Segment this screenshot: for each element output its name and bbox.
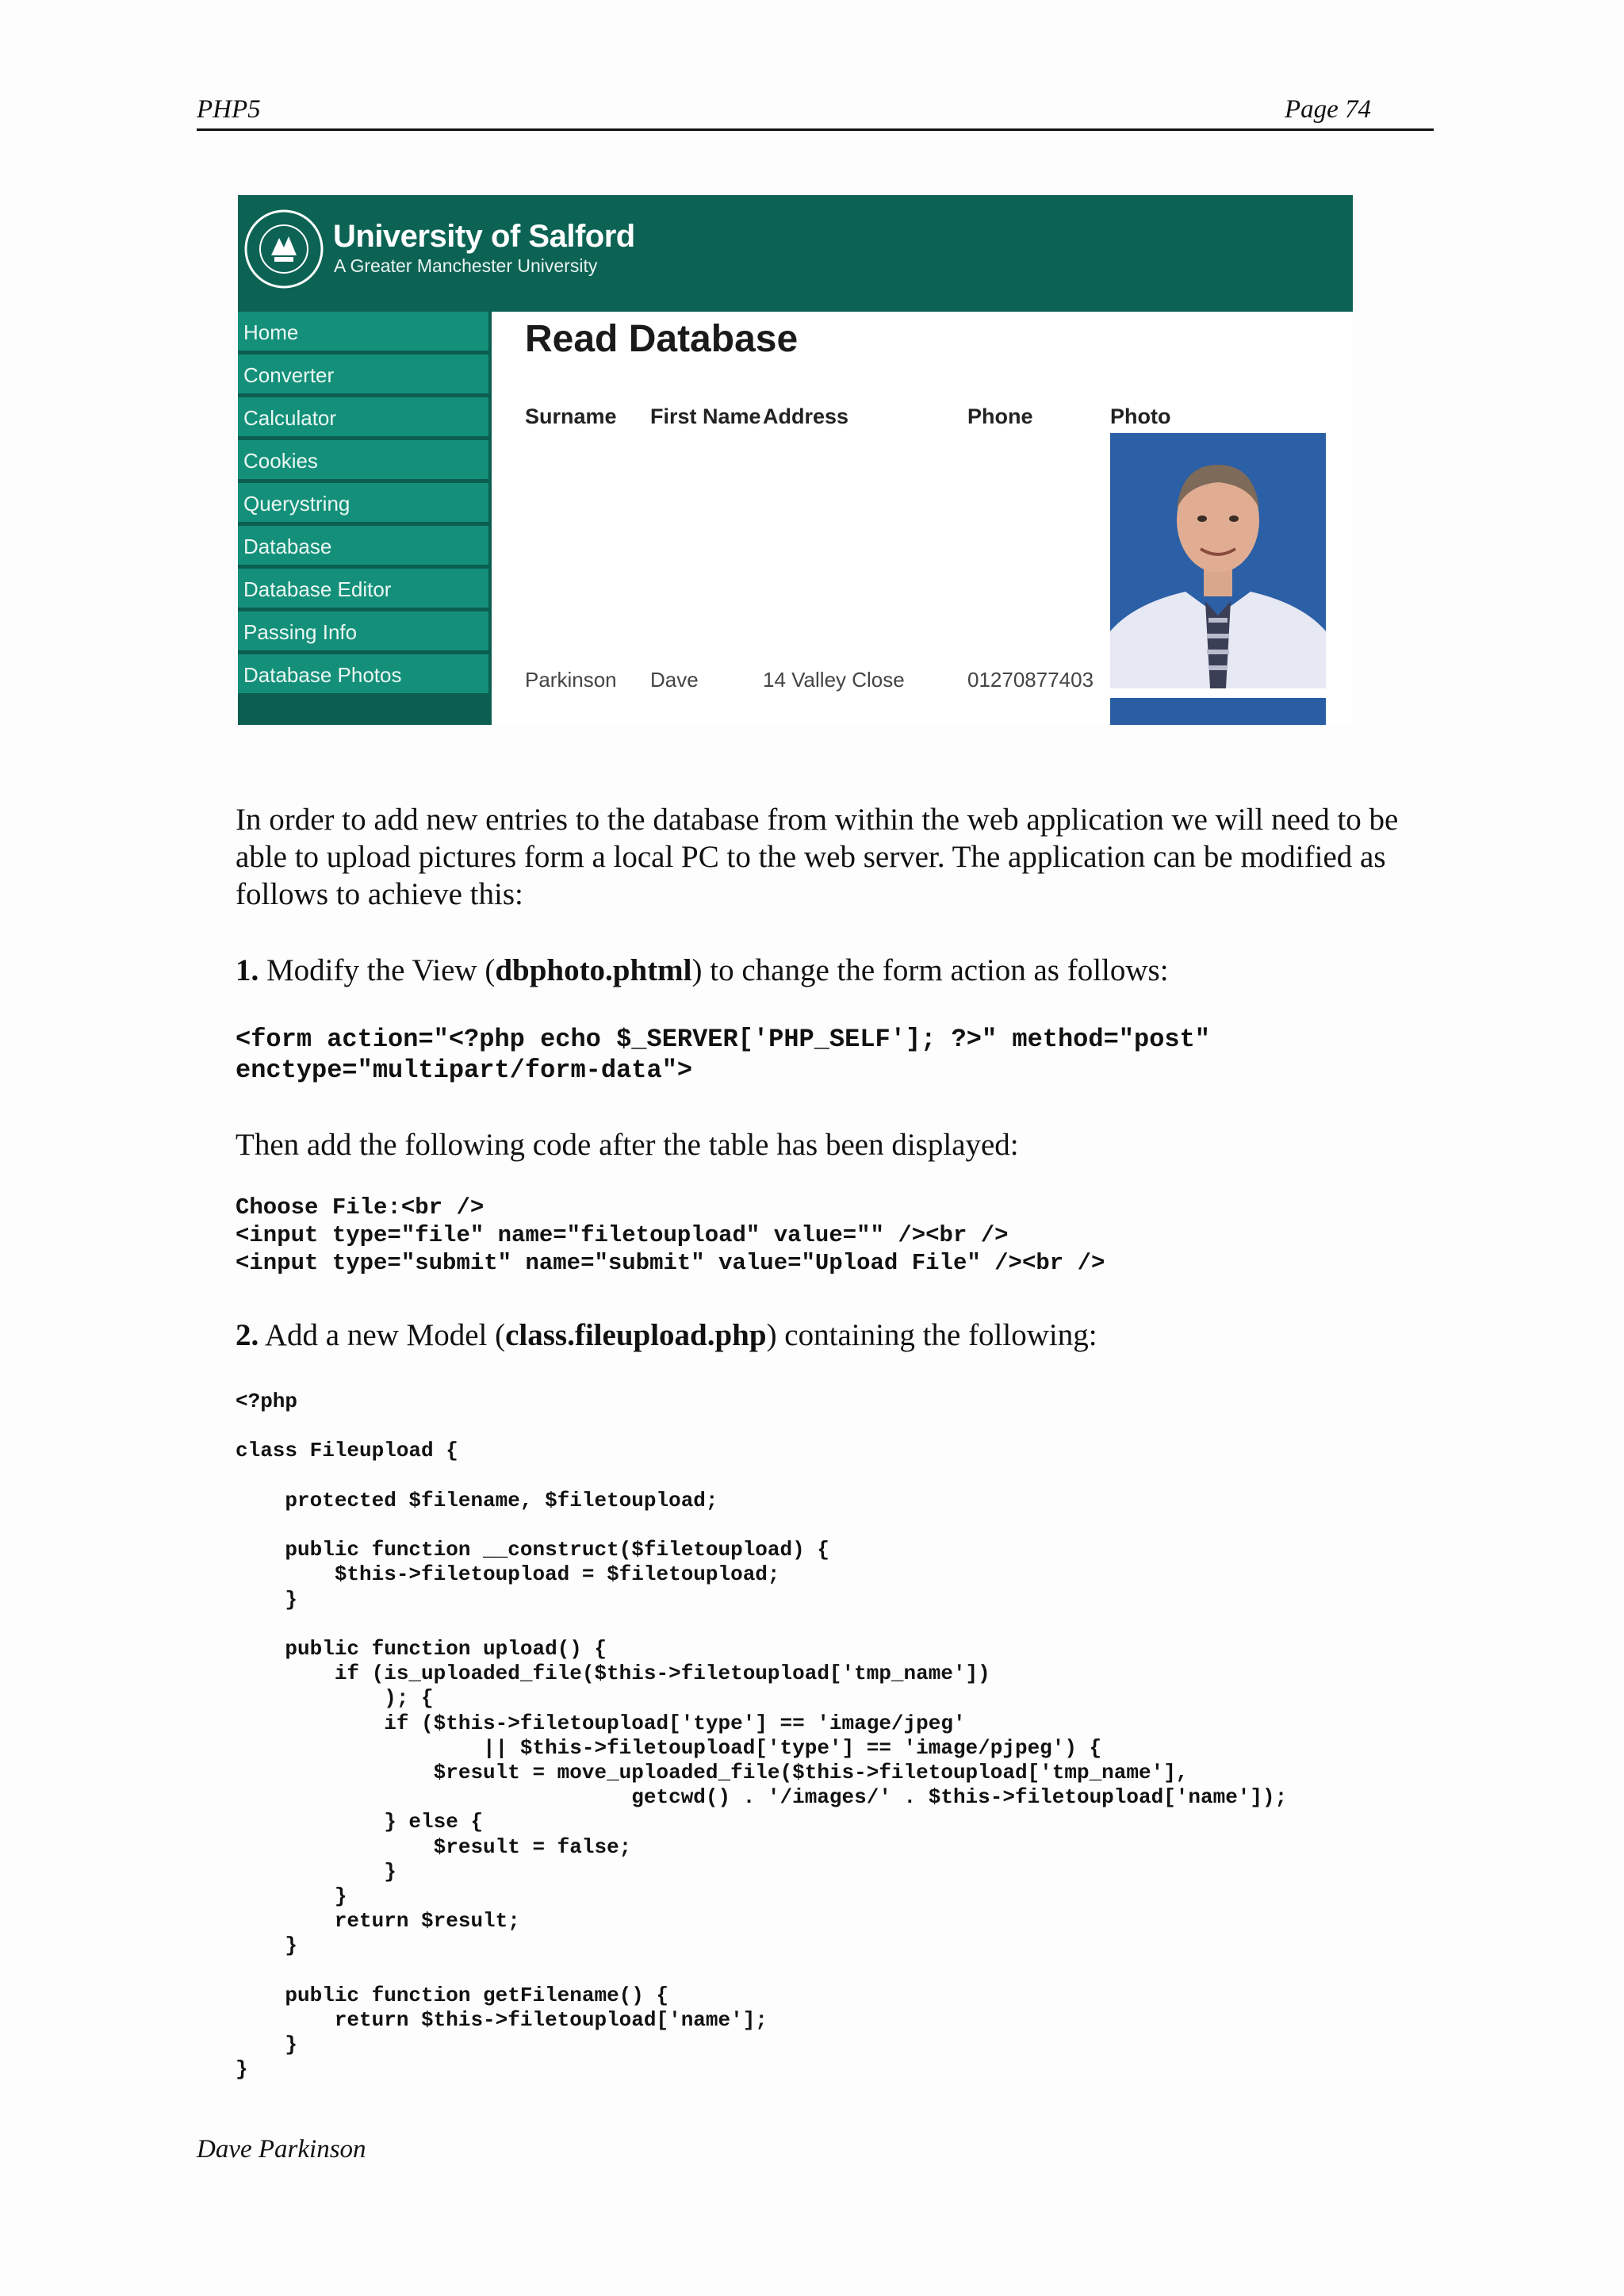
- nav-item-database-editor[interactable]: Database Editor: [238, 569, 488, 610]
- second-photo-partial: [1110, 698, 1326, 725]
- column-header-surname: Surname: [525, 404, 617, 428]
- header-rule: [197, 128, 1434, 131]
- university-subtitle: A Greater Manchester University: [334, 255, 598, 276]
- code-fileupload-class: <?php class Fileupload { protected $filename, $filetoupload; public function __construct($filetoupload) { $this->filetoupload = $filetoupload; } public function upload() { if (is_uploaded_file($this->filetoupload['tmp_name']) ); { if ($this->filetoupload['type'] == 'image/jpeg' || $this->filetoupload['type'] == 'image/pjpeg') { $result = move_uploaded_file($this->filetoupload['tmp_name'], getcwd() . '/images/' . $this->filetoupload['name']); } else { $result = false; } } return $result; } public function getFilename() { return $this->filetoupload['name']; } }: [236, 1389, 1288, 2082]
- nav-item-cookies[interactable]: Cookies: [238, 440, 488, 481]
- sidebar-nav: [238, 312, 492, 725]
- step-1-text: [236, 952, 1169, 989]
- nav-item-converter[interactable]: Converter: [238, 355, 488, 396]
- university-crest-icon: [243, 208, 325, 290]
- cell-first-name: Dave: [650, 668, 699, 692]
- step-2-number: 2.: [236, 1318, 259, 1352]
- nav-item-database-photos[interactable]: Database Photos: [238, 654, 488, 696]
- nav-item-passing-info[interactable]: Passing Info: [238, 611, 488, 653]
- person-photo: [1110, 433, 1326, 688]
- app-screenshot: [238, 195, 1353, 725]
- then-paragraph: Then add the following code after the table has been displayed:: [236, 1128, 1019, 1162]
- step-1-file: dbphoto.phtml: [495, 953, 692, 987]
- running-footer-author: Dave Parkinson: [197, 2135, 366, 2164]
- column-header-first-name: First Name: [650, 404, 761, 428]
- column-header-photo: Photo: [1110, 404, 1171, 428]
- site-banner: [238, 195, 1353, 312]
- step-1-pre: Modify the View (: [259, 953, 496, 987]
- nav-item-calculator[interactable]: Calculator: [238, 397, 488, 439]
- nav-item-database[interactable]: Database: [238, 526, 488, 567]
- column-header-phone: Phone: [967, 404, 1033, 428]
- cell-surname: Parkinson: [525, 668, 617, 692]
- intro-paragraph: In order to add new entries to the database from within the web application we will need to be able to upload pictures form a local PC to the web server. The application can be modified as follows to achieve this:: [236, 803, 1399, 911]
- nav-item-home[interactable]: Home: [238, 312, 488, 353]
- code-file-input: Choose File:<br /> <input type="file" name="filetoupload" value="" /><br /> <input type="submit" name="submit" value="Upload File" /><br />: [236, 1194, 1105, 1276]
- cell-phone: 01270877403: [967, 668, 1094, 692]
- code-form-tag: <form action="<?php echo $_SERVER['PHP_SELF']; ?>" method="post" enctype="multipart/form-data">: [236, 1025, 1210, 1085]
- step-1-post: ) to change the form action as follows:: [691, 953, 1169, 987]
- page-title: Read Database: [525, 318, 799, 360]
- step-2-post: ) containing the following:: [766, 1318, 1097, 1352]
- step-2-pre: Add a new Model (: [259, 1318, 506, 1352]
- running-header-page-number: Page 74: [1285, 95, 1372, 124]
- cell-address: 14 Valley Close: [763, 668, 905, 692]
- step-1-number: 1.: [236, 953, 259, 987]
- column-header-address: Address: [763, 404, 849, 428]
- nav-item-querystring[interactable]: Querystring: [238, 483, 488, 524]
- running-header-left: PHP5: [197, 95, 261, 124]
- step-2-file: class.fileupload.php: [505, 1318, 767, 1352]
- university-name: University of Salford: [333, 219, 635, 254]
- step-2-text: [236, 1317, 1097, 1354]
